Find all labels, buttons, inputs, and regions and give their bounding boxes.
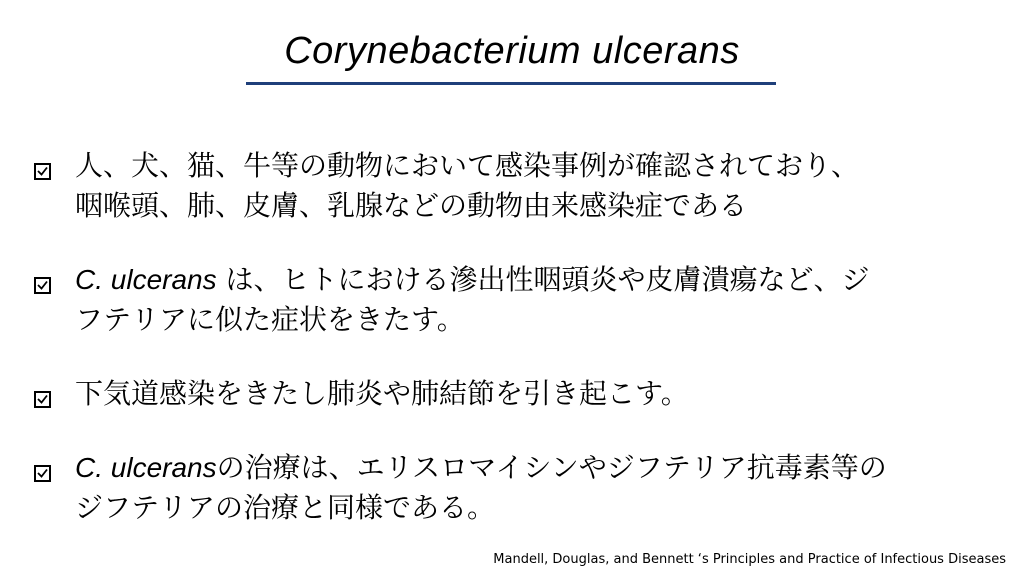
checkbox-checked-icon xyxy=(34,163,51,180)
bullet-line: 下気道感染をきたし肺炎や肺結節を引き起こす。 xyxy=(75,377,689,410)
bullet-text xyxy=(75,374,689,414)
bullet-text xyxy=(75,146,859,226)
slide-title: Corynebacterium ulcerans xyxy=(284,30,740,72)
bullet-item xyxy=(34,448,1004,528)
bullet-item xyxy=(34,146,1004,226)
bullet-text xyxy=(75,260,870,340)
species-name: C. ulcerans xyxy=(75,264,217,295)
bullet-line: 咽喉頭、肺、皮膚、乳腺などの動物由来感染症である xyxy=(75,189,748,222)
title-underline xyxy=(246,82,776,85)
bullet-line: の治療は、エリスロマイシンやジフテリア抗毒素等の xyxy=(216,451,887,484)
checkbox-checked-icon xyxy=(34,465,51,482)
checkbox-checked-icon xyxy=(34,277,51,294)
bullet-line: 人、犬、猫、牛等の動物において感染事例が確認されており、 xyxy=(75,149,860,182)
bullet-text xyxy=(75,448,887,528)
bullet-line: ジフテリアの治療と同様である。 xyxy=(75,491,496,524)
bullet-line: フテリアに似た症状をきたす。 xyxy=(75,303,465,336)
bullet-list xyxy=(34,146,1004,562)
bullet-item xyxy=(34,374,1004,414)
citation: Mandell, Douglas, and Bennett ‘s Principles and Practice of Infectious Diseases xyxy=(493,552,1006,567)
bullet-item xyxy=(34,260,1004,340)
checkbox-checked-icon xyxy=(34,391,51,408)
species-name: C. ulcerans xyxy=(75,452,217,483)
bullet-line: は、ヒトにおける滲出性咽頭炎や皮膚潰瘍など、ジ xyxy=(216,263,870,296)
